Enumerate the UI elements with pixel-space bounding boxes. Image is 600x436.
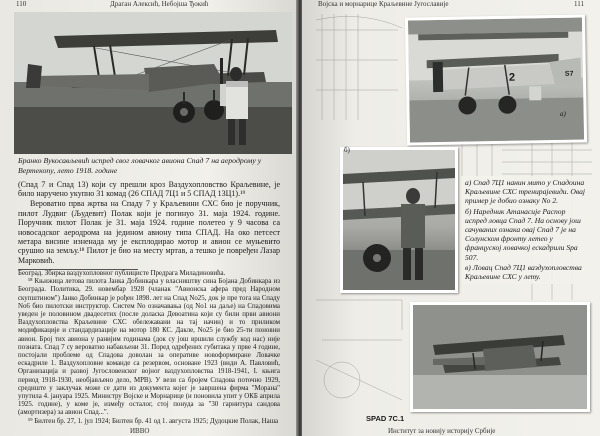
photo-c-spad-in-flight xyxy=(410,302,590,412)
right-page-number: 111 xyxy=(574,0,584,8)
sergeant-illustration xyxy=(343,150,455,290)
right-page xyxy=(302,0,600,436)
biplane-illustration xyxy=(14,12,292,154)
caption-a: а) Спад 7Ц1 нанин мито у Спадоина Краљевине СХС тренирајевиди. Овај пример је добио ознаку No 2. xyxy=(465,178,586,206)
photo-b-label: б) xyxy=(344,146,350,154)
caption-b: б) Наредник Атанасије Распор испред ловца Спад 7. На основу још сачуваних ознака овај Спад 7 је на Солунском фронту летео у француској ловачкој ескадрили Spa 507. xyxy=(465,206,581,262)
caption-c: в) Ловац Спад 7Ц1 ваздухопловства Краљевине СХС у лету. xyxy=(465,262,582,282)
footnote: Београд. Збирка ваздухопловног публицисте Предрага Миладиновића. xyxy=(18,270,226,277)
pilot-with-biplane-photo xyxy=(14,12,292,154)
photo-a-label: а) xyxy=(560,110,566,118)
left-footer: ИВВО xyxy=(130,427,150,435)
photo-a-spad-side-view xyxy=(405,14,587,145)
right-captions xyxy=(462,176,592,284)
right-footer: Институт за новију историју Србије xyxy=(388,427,496,435)
left-running-head: Драган Алексић, Небојша Ђокић xyxy=(110,0,209,8)
aircraft-number: 2 xyxy=(508,71,516,84)
footnote: ¹⁸ Књижица летова пилота Јанка Добинкара у власништву сина Бојана Добинкара из Београда. Политика, 29. новембар 1928 (чланак "Авионска афера пред Народном скупштином") Јанко Добинкар је рођен 1898. лет на Спад No25, док је пре тога на Спаду No6 био пилотски инструктор. Систем No означавања (од No1 на даље) на Спадовима уведен је половином двадесетих (после доласка Девоатина који су били први авиони Ваздухопловства Краљевине СХС обележавани на тај начин) и то приликом модификације и стандардизације на мотор 180 КС. Дакле, No25 је био 25-ти поновни авион. Број тих авиона у ранијим годинама (док су још вршили службу код нас) није позната. Спад 7 су вероватно набављени 31. Поред одређених губитака у прве 4 године, постојали проблеме од Спадова доволан за оперативе новоформиране Ловачке ескадриле 1. Ваздухопловне команде са резервом, основане 1923 (види А. Павловић, Организација и развој Југословенског војног ваздухопловства 1918-1941, І. књига период 1918-1930, необјављено дело, МРВ). У вези са бројем Спадова поточно 1929, средиште у заклучак може се дати из документа којег је завршена фирма "Морана" упутила 4. јануара 1925. Министру Војске и Морнарице (и поновила упит у ОКБ априла 1925. године), у коме је, између осталог, стој понуда за "30 гарнитура сандова (амортизера) за авион Спад...". xyxy=(18,278,280,417)
footnote: ¹⁹ Билтен бр. 27, 1. јул 1924; Билтен бр. 41 од 1. августа 1925; Дудоцкие Полак, Наша xyxy=(28,417,279,425)
spad-side-view-illustration xyxy=(408,17,584,142)
paragraph: (Спад 7 и Спад 13) који су прешли кроз Ваздухопловство Краљевине, је било наручено укупно 31 комад (26 СПАД 7Ц1 и 5 СПАД 13Ц1).¹⁹ xyxy=(18,180,280,199)
left-photo-caption: Бранко Вукосављевић испред свог ловачког авиона Спад 7 на аеродрому у Вертекопу, лето 1918. године xyxy=(18,156,262,175)
right-running-head: Војска и морнарице Краљевине Југославије xyxy=(318,0,449,8)
photo-b-sergeant-with-spad xyxy=(340,147,458,293)
left-footnotes xyxy=(18,270,280,426)
tail-marking: S7 xyxy=(564,70,574,78)
spad-flight-illustration xyxy=(413,305,587,409)
left-page-number: 110 xyxy=(16,0,27,8)
left-page xyxy=(0,0,298,436)
left-body-text xyxy=(18,180,280,266)
paragraph: Вероватно прва жртва на Спаду 7 у Краљевини СХС био је поручник, пилот Лудвиг (Људевит) Полак који је погинуо 31. маја 1924. године. Поручник пилот Полак је 31. маја 1924. године полетео у 9 часова са новосадског аеродрома на једином авиону типа СПАД. На око петсест метара висине изненада му је експлодирао мотор и авион се муњевито срушио на земљу.¹⁸ Пилот је био на месту мртав, а тешко је повређен Лазар Марковић. xyxy=(18,199,280,265)
spad-type-label: SPAD 7C.1 xyxy=(366,414,405,423)
